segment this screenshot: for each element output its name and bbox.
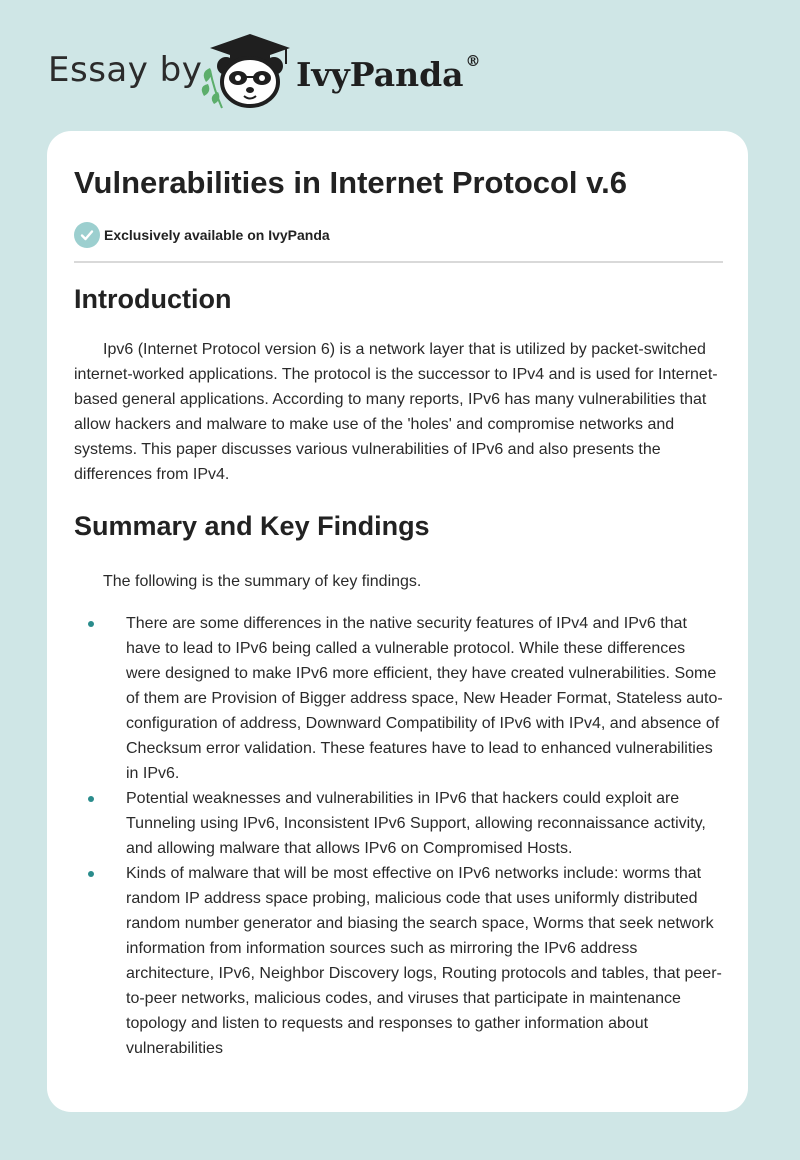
registered-mark: ®: [465, 52, 481, 70]
exclusive-badge: [74, 222, 330, 248]
list-item: [74, 861, 724, 1061]
bullet-dot-icon: [88, 621, 94, 627]
page-title: Vulnerabilities in Internet Protocol v.6: [74, 165, 627, 200]
site-header: [0, 0, 800, 130]
introduction-paragraph: Ipv6 (Internet Protocol version 6) is a network layer that is utilized by packet-switched internet-worked applications. The protocol is the successor to IPv4 and is used for Internet-based general applications. According to many reports, IPv6 has many vulnerabilities that allow hackers and malware to make use of the 'holes' and compromise networks and systems. This paper discusses various vulnerabilities of IPv6 and also presents the differences from IPv4.: [74, 341, 718, 483]
brand-text: IvyPanda: [296, 55, 464, 94]
section-heading-summary: Summary and Key Findings: [74, 511, 430, 541]
section-heading-introduction: Introduction: [74, 284, 232, 314]
list-item-text: Kinds of malware that will be most effective on IPv6 networks include: worms that random IP address space probing, malicious code that uses uniformly distributed random number generator and biasing the search space, Worms that seek network information from information sources such as mirroring the IPv6 address architecture, IPv6, Neighbor Discovery logs, Routing protocols and tables, that peer-to-peer networks, malicious codes, and viruses that participate in maintenance topology and listen to requests and responses to gather information about vulnerabilities: [126, 865, 722, 1057]
list-item-text: Potential weaknesses and vulnerabilities in IPv6 that hackers could exploit are Tunneling using IPv6, Inconsistent IPv6 Support, allowing reconnaissance activity, and allowing malware that allows IPv6 on Compromised Hosts.: [126, 790, 706, 857]
check-circle-icon: [74, 222, 100, 248]
bullet-dot-icon: [88, 871, 94, 877]
bullet-dot-icon: [88, 796, 94, 802]
divider: [74, 261, 723, 263]
brand-name[interactable]: [296, 52, 481, 94]
list-item-text: There are some differences in the native security features of IPv4 and IPv6 that have to lead to IPv6 being called a vulnerable protocol. While these differences were designed to make IPv6 more efficient, they have created vulnerabilities. Some of them are Provision of Bigger address space, New Header Format, Stateless auto-configuration of address, Downward Compatibility of IPv6 with IPv4, and absence of Checksum error validation. These features have to lead to enhanced vulnerabilities in IPv6.: [126, 615, 723, 782]
list-item: [74, 611, 724, 786]
list-item: [74, 786, 724, 861]
essay-by-label: Essay by: [48, 50, 203, 90]
summary-intro-paragraph: The following is the summary of key findings.: [103, 573, 422, 590]
key-findings-list: [74, 611, 724, 1061]
essay-card: [47, 131, 748, 1112]
panda-graduate-logo-icon[interactable]: [200, 30, 300, 110]
badge-text: Exclusively available on IvyPanda: [104, 227, 330, 243]
